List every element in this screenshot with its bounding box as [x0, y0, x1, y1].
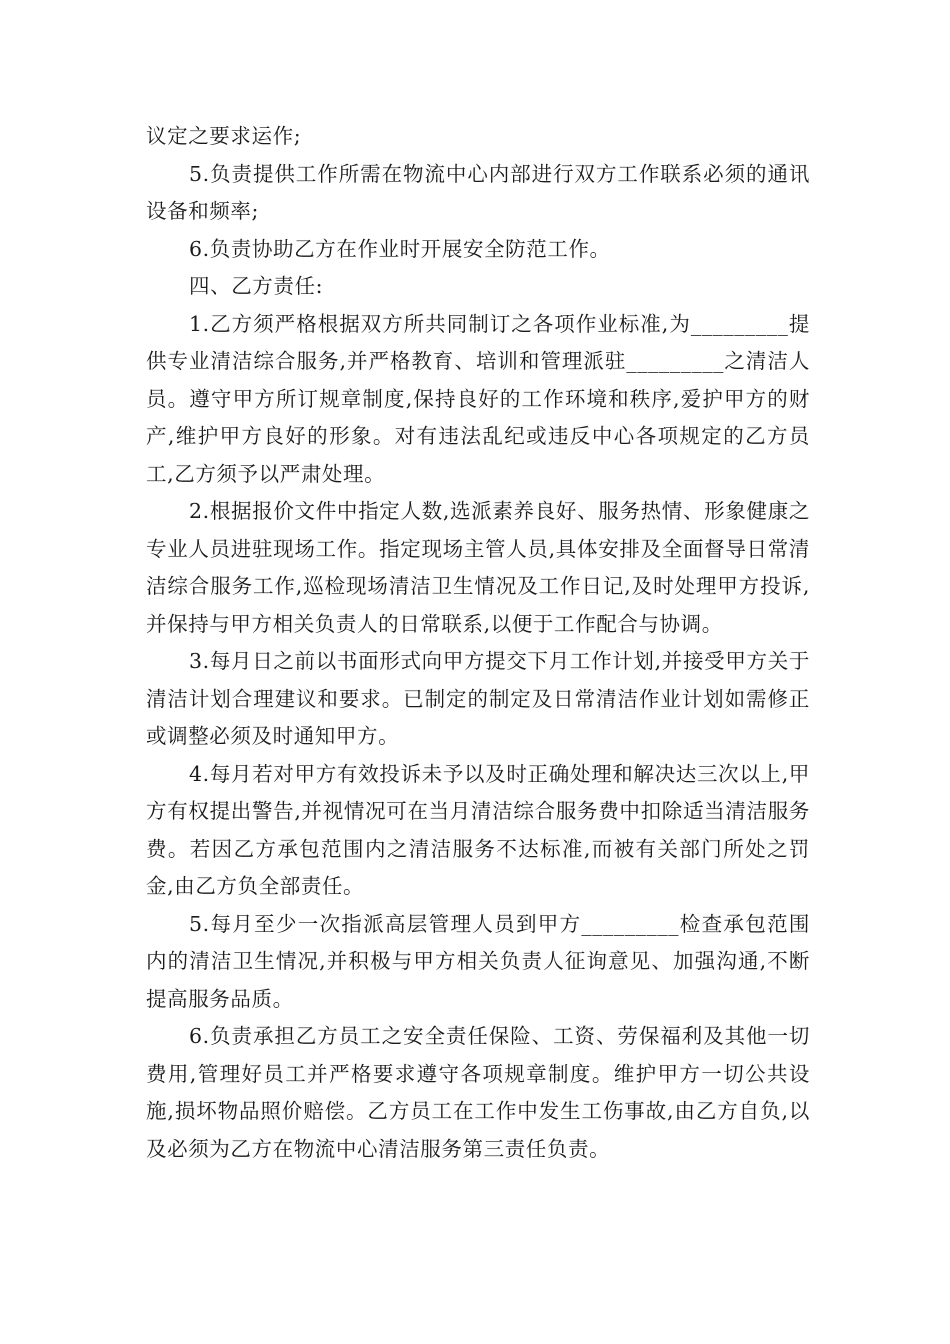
section-heading-party-b: 四、乙方责任:	[189, 274, 324, 298]
paragraph-b-item-3: 3.每月日之前以书面形式向甲方提交下月工作计划,并接受甲方关于清洁计划合理建议和要求。已制定的制定及日常清洁作业计划如需修正或调整必须及时通知甲方。	[146, 649, 810, 748]
document-page	[146, 118, 810, 1168]
paragraph-item-5: 5.负责提供工作所需在物流中心内部进行双方工作联系必须的通讯设备和频率;	[146, 161, 810, 223]
paragraph-b-item-4: 4.每月若对甲方有效投诉未予以及时正确处理和解决达三次以上,甲方有权提出警告,并视情况可在当月清洁综合服务费中扣除适当清洁服务费。若因乙方承包范围内之清洁服务不达标准,而被有关部门所处之罚金,由乙方负全部责任。	[146, 761, 810, 898]
paragraph-b-item-2: 2.根据报价文件中指定人数,选派素养良好、服务热情、形象健康之专业人员进驻现场工作。指定现场主管人员,具体安排及全面督导日常清洁综合服务工作,巡检现场清洁卫生情况及工作日记,及时处理甲方投诉,并保持与甲方相关负责人的日常联系,以便于工作配合与协调。	[146, 499, 810, 636]
paragraph-continuation: 议定之要求运作;	[146, 124, 302, 148]
paragraph-b-item-6: 6.负责承担乙方员工之安全责任保险、工资、劳保福利及其他一切费用,管理好员工并严格要求遵守各项规章制度。维护甲方一切公共设施,损坏物品照价赔偿。乙方员工在工作中发生工伤事故,由乙方自负,以及必须为乙方在物流中心清洁服务第三责任负责。	[146, 1024, 810, 1161]
paragraph-b-item-1: 1.乙方须严格根据双方所共同制订之各项作业标准,为_________提供专业清洁综合服务,并严格教育、培训和管理派驻_________之清洁人员。遵守甲方所订规章制度,保持良好的工作环境和秩序,爱护甲方的财产,维护甲方良好的形象。对有违法乱纪或违反中心各项规定的乙方员工,乙方须予以严肃处理。	[146, 311, 810, 486]
paragraph-item-6: 6.负责协助乙方在作业时开展安全防范工作。	[189, 236, 611, 261]
paragraph-b-item-5: 5.每月至少一次指派高层管理人员到甲方_________检查承包范围内的清洁卫生情况,并积极与甲方相关负责人征询意见、加强沟通,不断提高服务品质。	[146, 911, 810, 1011]
